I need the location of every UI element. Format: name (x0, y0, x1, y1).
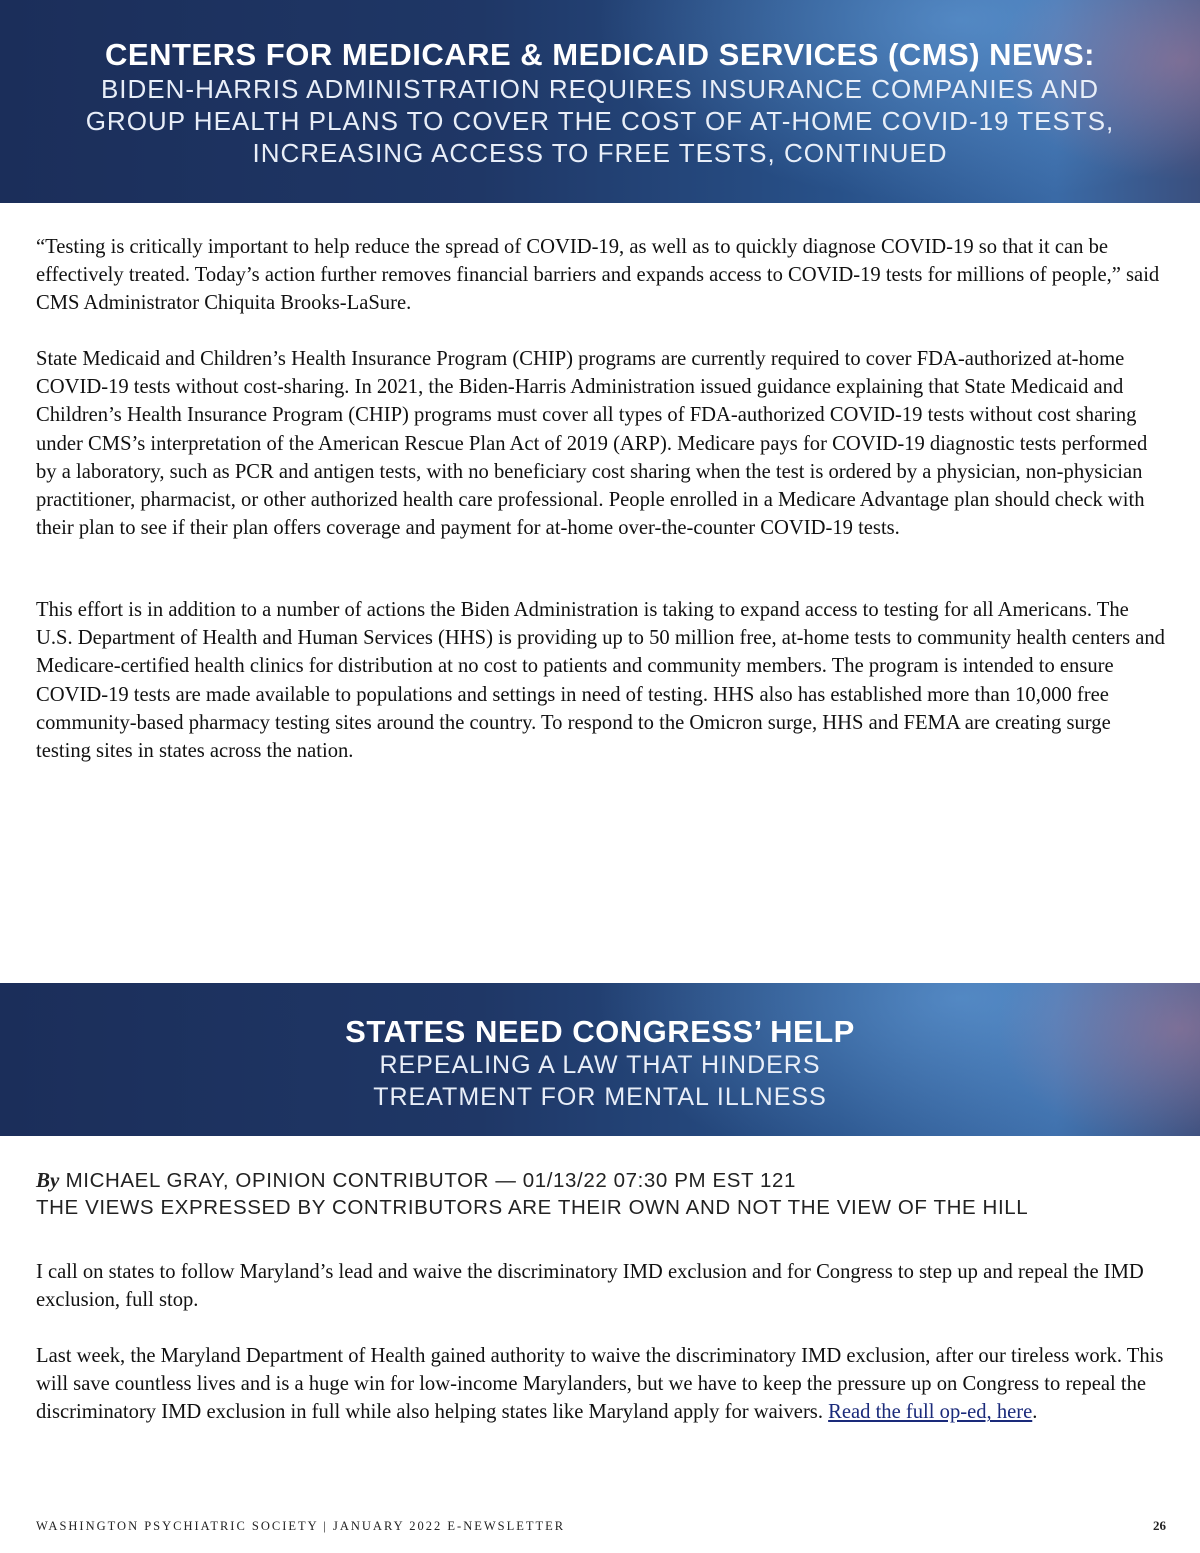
section1-paragraph-effort: This effort is in addition to a number of actions the Biden Administration is taking to expand access to testing for all Americans. The U.S. Department of Health and Human Services (HHS) is providing up to 50 million free, at-home tests to community health centers and Medicare-certified health clinics for distribution at no cost to patients and community members. The program is intended to ensure COVID-19 tests are made available to populations and settings in need of testing. HHS also has established more than 10,000 free community-based pharmacy testing sites around the country. To respond to the Omicron surge, HHS and FEMA are creating surge testing sites in states across the nation. (36, 599, 1165, 763)
section2-paragraph-text: Last week, the Maryland Department of Health gained authority to waive the discriminatory IMD exclusion, after our tireless work. This will save countless lives and is a huge win for low-income Marylanders, but we have to keep the pressure up on Congress to repeal the discriminatory IMD exclusion in full while also helping states like Maryland apply for waivers. (36, 1345, 1164, 1424)
byline-disclaimer: THE VIEWS EXPRESSED BY CONTRIBUTORS ARE THEIR OWN AND NOT THE VIEW OF THE HILL (36, 1196, 1029, 1219)
section1-paragraph-medicaid: State Medicaid and Children’s Health Insurance Program (CHIP) programs are currently required to cover FDA-authorized at-home COVID-19 tests without cost-sharing. In 2021, the Biden-Harris Administration issued guidance explaining that State Medicaid and Children’s Health Insurance Program (CHIP) programs must cover all types of FDA-authorized COVID-19 tests without cost sharing under CMS’s interpretation of the American Rescue Plan Act of 2019 (ARP). Medicare pays for COVID-19 diagnostic tests performed by a laboratory, such as PCR and antigen tests, with no beneficiary cost sharing when the test is ordered by a physician, non-physician practitioner, pharmacist, or other authorized health care professional. People enrolled in a Medicare Advantage plan should check with their plan to see if their plan offers coverage and payment for at-home over-the-counter COVID-19 tests. (36, 348, 1148, 540)
section1-banner (0, 0, 1200, 203)
section1-subtitle (0, 73, 1200, 169)
byline-author: MICHAEL GRAY, OPINION CONTRIBUTOR — 01/13/22 07:30 PM EST 121 (59, 1169, 797, 1192)
read-full-op-ed-link[interactable]: Read the full op-ed, here (828, 1401, 1033, 1424)
section1-subtitle-line: GROUP HEALTH PLANS TO COVER THE COST OF AT-HOME COVID-19 TESTS, (85, 106, 1115, 136)
byline-author-line (36, 1167, 1176, 1194)
footer-page-number: 26 (1153, 1518, 1166, 1533)
section1-paragraph-quote: “Testing is critically important to help reduce the spread of COVID-19, as well as to quickly diagnose COVID-19 so that it can be effectively treated. Today’s action further removes financial barriers and expands access to COVID-19 tests for millions of people,” said CMS Administrator Chiquita Brooks-LaSure. (36, 236, 1160, 315)
section1-subtitle-line: INCREASING ACCESS TO FREE TESTS, CONTINUED (252, 138, 948, 168)
section2-paragraph-call: I call on states to follow Maryland’s lead and waive the discriminatory IMD exclusion and for Congress to step up and repeal the IMD exclusion, full stop. (36, 1261, 1144, 1312)
section1-title: CENTERS FOR MEDICARE & MEDICAID SERVICES (CMS) NEWS: (105, 37, 1095, 72)
section2-banner (0, 983, 1200, 1136)
section2-title: STATES NEED CONGRESS’ HELP (345, 1014, 855, 1049)
link-trailing-punctuation: . (1032, 1401, 1038, 1424)
footer-publication: WASHINGTON PSYCHIATRIC SOCIETY | JANUARY 2022 E-NEWSLETTER (36, 1519, 566, 1533)
section2-subtitle-line: REPEALING A LAW THAT HINDERS (379, 1051, 821, 1079)
byline (36, 1167, 1176, 1221)
section2-subtitle-line: TREATMENT FOR MENTAL ILLNESS (373, 1083, 827, 1111)
byline-prefix: By (36, 1168, 60, 1192)
section1-subtitle-line: BIDEN-HARRIS ADMINISTRATION REQUIRES INSURANCE COMPANIES AND (100, 74, 1100, 104)
section2-subtitle (0, 1049, 1200, 1113)
section2-paragraph-maryland (36, 1342, 1166, 1427)
